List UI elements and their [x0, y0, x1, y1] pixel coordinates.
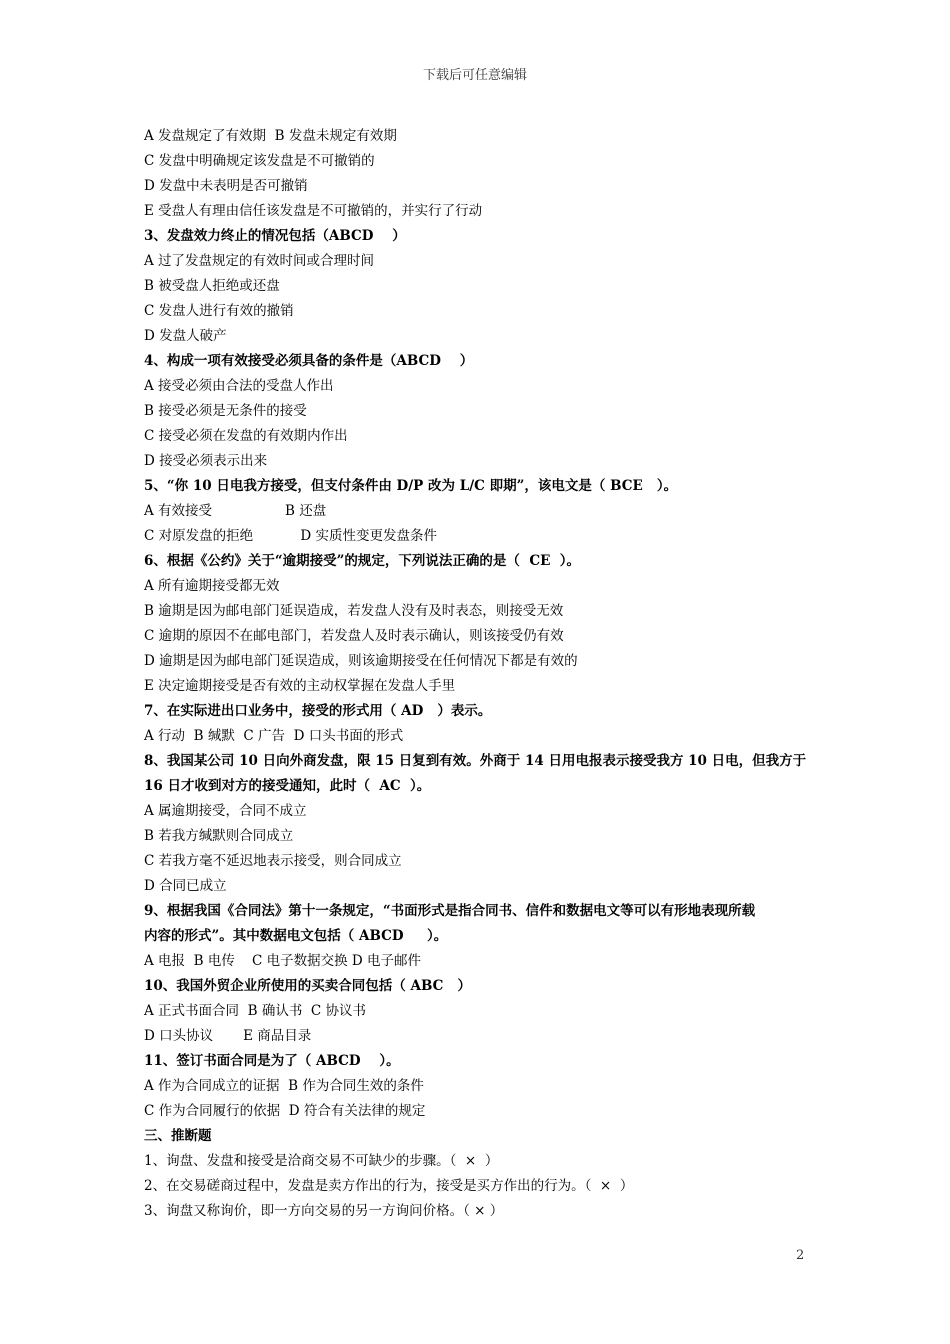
- text-line: A 作为合同成立的证据 B 作为合同生效的条件: [144, 1078, 424, 1094]
- question-line: 6、根据《公约》关于“逾期接受”的规定，下列说法正确的是（ CE ）。: [144, 553, 581, 569]
- text-line: 3、询盘又称询价，即一方向交易的另一方询问价格。（ × ）: [144, 1203, 504, 1219]
- text-line: E 决定逾期接受是否有效的主动权掌握在发盘人手里: [144, 678, 456, 694]
- question-line: 11、签订书面合同是为了（ ABCD ）。: [144, 1053, 400, 1069]
- text-line: 1、询盘、发盘和接受是洽商交易不可缺少的步骤。（ × ）: [144, 1153, 499, 1169]
- question-line: 8、我国某公司 10 日向外商发盘，限 15 日复到有效。外商于 14 日用电报表示接受我方 10 日电，但我方于: [144, 753, 807, 769]
- question-line: 内容的形式”。其中数据电文包括（ ABCD ）。: [144, 928, 448, 944]
- text-line: A 过了发盘规定的有效时间或合理时间: [144, 253, 375, 269]
- text-line: C 逾期的原因不在邮电部门，若发盘人及时表示确认，则该接受仍有效: [144, 628, 564, 644]
- text-line: D 逾期是因为邮电部门延误造成，则该逾期接受在任何情况下都是有效的: [144, 653, 578, 669]
- text-line: A 电报 B 电传 C 电子数据交换 D 电子邮件: [144, 953, 422, 969]
- text-line: B 逾期是因为邮电部门延误造成，若发盘人没有及时表态，则接受无效: [144, 603, 564, 619]
- text-line: 2、在交易磋商过程中，发盘是卖方作出的行为，接受是买方作出的行为。（ × ）: [144, 1178, 634, 1194]
- text-line: E 受盘人有理由信任该发盘是不可撤销的，并实行了行动: [144, 203, 483, 219]
- question-line: 10、我国外贸企业所使用的买卖合同包括（ ABC ）: [144, 978, 471, 994]
- question-line: 三、推断题: [144, 1128, 212, 1144]
- text-line: C 若我方毫不延迟地表示接受，则合同成立: [144, 853, 402, 869]
- question-line: 16 日才收到对方的接受通知，此时（ AC ）。: [144, 778, 431, 794]
- text-line: A 正式书面合同 B 确认书 C 协议书: [144, 1003, 367, 1019]
- text-line: B 接受必须是无条件的接受: [144, 403, 307, 419]
- text-line: C 对原发盘的拒绝 D 实质性变更发盘条件: [144, 528, 437, 544]
- text-line: D 口头协议 E 商品目录: [144, 1028, 312, 1044]
- text-line: A 有效接受 B 还盘: [144, 503, 327, 519]
- text-line: C 接受必须在发盘的有效期内作出: [144, 428, 348, 444]
- text-line: D 发盘中未表明是否可撤销: [144, 178, 308, 194]
- text-line: D 发盘人破产: [144, 328, 227, 344]
- question-line: 4、构成一项有效接受必须具备的条件是（ABCD ）: [144, 353, 474, 369]
- text-line: B 若我方缄默则合同成立: [144, 828, 294, 844]
- text-line: A 接受必须由合法的受盘人作出: [144, 378, 334, 394]
- page-header: 下载后可任意编辑: [422, 68, 527, 83]
- text-line: A 行动 B 缄默 C 广告 D 口头书面的形式: [144, 728, 404, 744]
- text-line: B 被受盘人拒绝或还盘: [144, 278, 280, 294]
- text-line: C 发盘中明确规定该发盘是不可撤销的: [144, 153, 375, 169]
- question-line: 7、在实际进出口业务中，接受的形式用（ AD ）表示。: [144, 703, 492, 719]
- text-line: C 作为合同履行的依据 D 符合有关法律的规定: [144, 1103, 426, 1119]
- page-number: 2: [796, 1248, 805, 1263]
- text-line: A 发盘规定了有效期 B 发盘未规定有效期: [144, 128, 397, 144]
- text-line: A 所有逾期接受都无效: [144, 578, 280, 594]
- text-line: D 接受必须表示出来: [144, 453, 268, 469]
- question-line: 9、根据我国《合同法》第十一条规定，“书面形式是指合同书、信件和数据电文等可以有形地表现所载: [144, 903, 756, 919]
- question-line: 5、“你 10 日电我方接受，但支付条件由 D/P 改为 L/C 即期”，该电文是（ BCE ）。: [144, 478, 678, 494]
- question-line: 3、发盘效力终止的情况包括（ABCD ）: [144, 228, 406, 244]
- text-line: A 属逾期接受，合同不成立: [144, 803, 307, 819]
- text-line: D 合同已成立: [144, 878, 227, 894]
- text-line: C 发盘人进行有效的撤销: [144, 303, 294, 319]
- document-body: [144, 124, 814, 1224]
